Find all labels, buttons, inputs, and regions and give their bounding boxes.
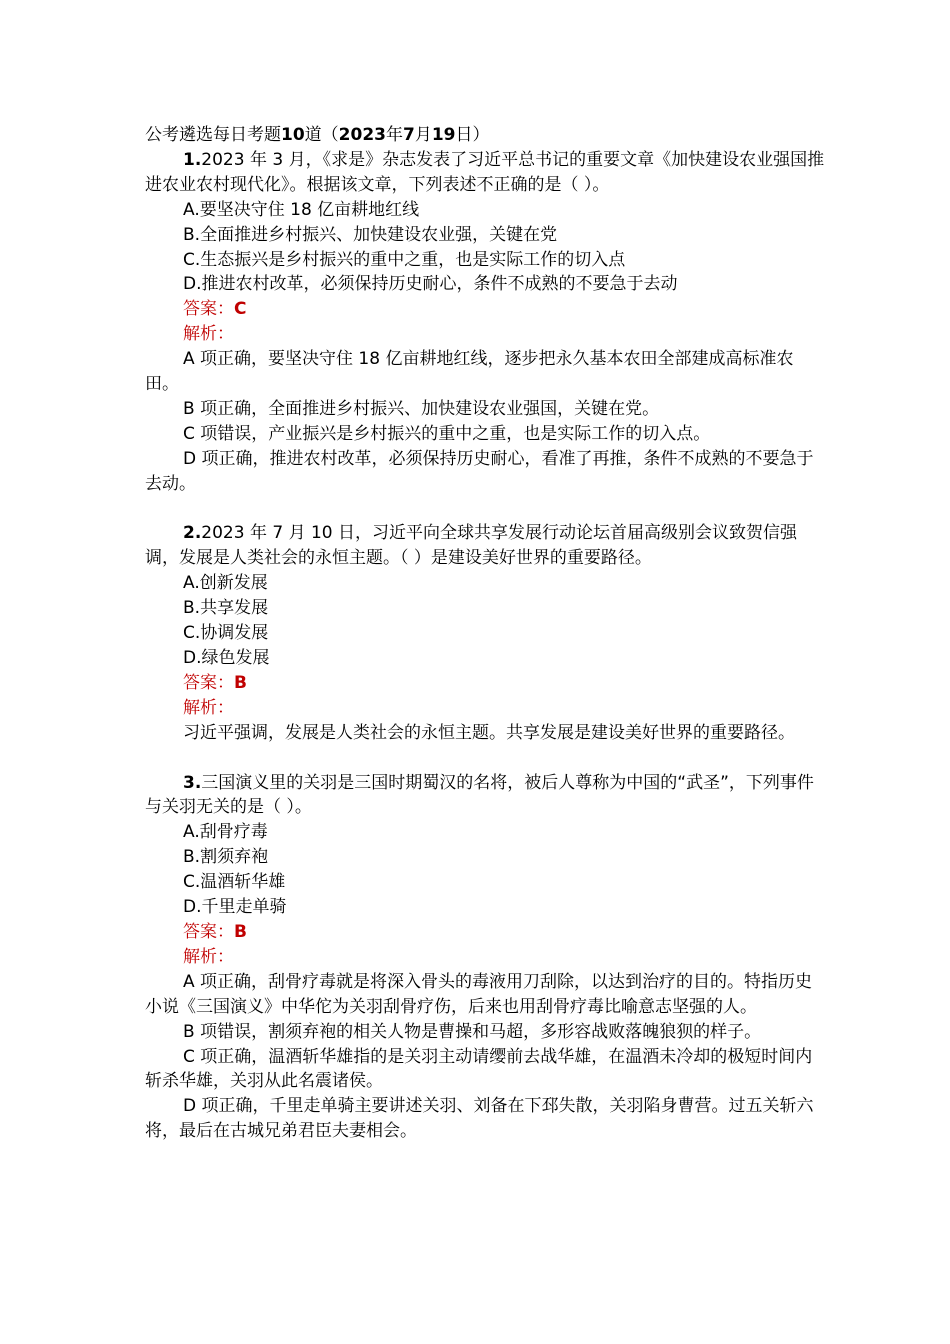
analysis-paragraph: D 项正确，推进农村改革，必须保持历史耐心，看准了再推，条件不成熟的不要急于去动。: [145, 448, 814, 494]
document-page: [145, 123, 825, 1144]
option-c: C.协调发展: [183, 623, 269, 644]
analysis-paragraph: A 项正确，要坚决守住 18 亿亩耕地红线，逐步把永久基本农田全部建成高标准农田。: [145, 349, 794, 395]
spacer: [145, 497, 825, 522]
analysis-paragraph: A 项正确，刮骨疗毒就是将深入骨头的毒液用刀刮除，以达到治疗的目的。特指历史小说《三国演义》中华佗为关羽刮骨疗伤，后来也用刮骨疗毒比喻意志坚强的人。: [145, 971, 813, 1017]
analysis-label: 解析：: [183, 697, 234, 718]
question-2: [145, 521, 825, 745]
option-a: A.创新发展: [183, 573, 268, 594]
question-3: [145, 771, 825, 1145]
answer-line: 答案：B: [183, 672, 247, 693]
analysis-paragraph: C 项正确，温酒斩华雄指的是关羽主动请缨前去战华雄，在温酒未冷却的极短时间内斩杀华雄，关羽从此名震诸侯。: [145, 1046, 813, 1092]
answer-line: 答案：C: [183, 299, 247, 320]
question-stem: 2.2023 年 7 月 10 日，习近平向全球共享发展行动论坛首届高级别会议致贺信强调，发展是人类社会的永恒主题。（ ）是建设美好世界的重要路径。: [145, 523, 798, 569]
analysis-label: 解析：: [183, 324, 234, 345]
answer-line: 答案：B: [183, 921, 247, 942]
option-b: B.全面推进乡村振兴、加快建设农业强，关键在党: [183, 224, 558, 245]
option-a: A.刮骨疗毒: [183, 822, 268, 843]
option-a: A.要坚决守住 18 亿亩耕地红线: [183, 199, 420, 220]
document-title: 公考遴选每日考题10道（2023年7月19日）: [145, 125, 490, 145]
analysis-paragraph: 习近平强调，发展是人类社会的永恒主题。共享发展是建设美好世界的重要路径。: [183, 722, 795, 743]
option-d: D.绿色发展: [183, 648, 270, 669]
analysis-paragraph: D 项正确，千里走单骑主要讲述关羽、刘备在下邳失散，关羽陷身曹营。过五关斩六将，最后在古城兄弟君臣夫妻相会。: [145, 1096, 814, 1142]
analysis-label: 解析：: [183, 946, 234, 967]
option-b: B.共享发展: [183, 598, 269, 619]
analysis-paragraph: B 项正确，全面推进乡村振兴、加快建设农业强国，关键在党。: [183, 398, 660, 419]
option-d: D.千里走单骑: [183, 897, 287, 918]
question-1: [145, 148, 825, 497]
analysis-paragraph: B 项错误，割须弃袍的相关人物是曹操和马超，多形容战败落魄狼狈的样子。: [183, 1021, 762, 1042]
option-c: C.生态振兴是乡村振兴的重中之重，也是实际工作的切入点: [183, 249, 626, 270]
analysis-paragraph: C 项错误，产业振兴是乡村振兴的重中之重，也是实际工作的切入点。: [183, 423, 711, 444]
option-c: C.温酒斩华雄: [183, 872, 286, 893]
option-b: B.割须弃袍: [183, 847, 269, 868]
question-stem: 3.三国演义里的关羽是三国时期蜀汉的名将，被后人尊称为中国的“武圣”，下列事件与关羽无关的是（ ）。: [145, 772, 814, 818]
option-d: D.推进农村改革，必须保持历史耐心，条件不成熟的不要急于去动: [183, 274, 678, 295]
question-stem: 1.2023 年 3 月，《求是》杂志发表了习近平总书记的重要文章《加快建设农业强国推进农业农村现代化》。根据该文章，下列表述不正确的是（ ）。: [145, 149, 825, 195]
spacer: [145, 746, 825, 771]
